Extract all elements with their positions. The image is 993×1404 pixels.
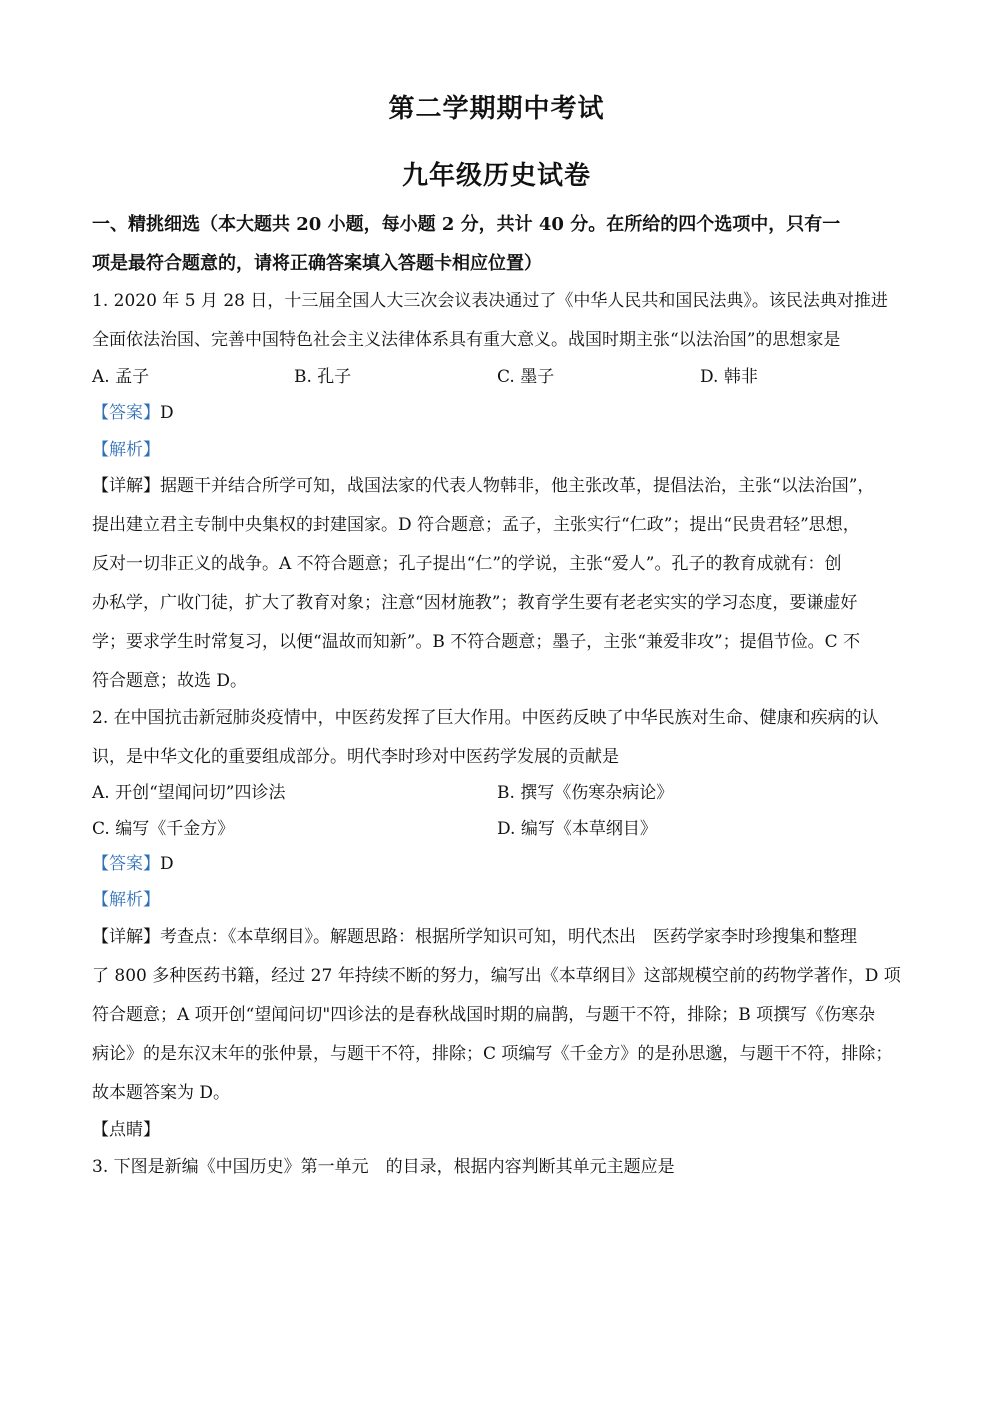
q2-analysis-label: 【解析】	[92, 890, 160, 910]
q1-answer	[92, 402, 912, 424]
q1-option-a: A. 孟子	[92, 367, 150, 387]
q2-detail-line-5: 故本题答案为 D。	[92, 1083, 231, 1103]
q1-detail-line-1: 【详解】据题干并结合所学可知，战国法家的代表人物韩非，他主张改革，提倡法治，主张“以法治国”，	[92, 476, 875, 496]
section-heading-line-1: 一、精挑细选（本大题共 20 小题，每小题 2 分，共计 40 分。在所给的四个选项中，只有一	[92, 214, 841, 235]
q1-detail-line-2: 提出建立君主专制中央集权的封建国家。D 符合题意；孟子，主张实行“仁政”；提出“民贵君轻”思想，	[92, 515, 860, 535]
exam-subtitle: 九年级历史试卷	[401, 161, 591, 191]
q2-stem-line-1: 2. 在中国抗击新冠肺炎疫情中，中医药发挥了巨大作用。中医药反映了中华民族对生命、健康和疾病的认	[92, 708, 879, 728]
q2-detail-line-2: 了 800 多种医药书籍，经过 27 年持续不断的努力，编写出《本草纲目》这部规模空前的药物学著作，D 项	[92, 966, 901, 986]
q2-stem-line-2: 识，是中华文化的重要组成部分。明代李时珍对中医药学发展的贡献是	[92, 747, 619, 767]
q1-answer-value: D	[160, 403, 174, 423]
q1-detail-line-3: 反对一切非正义的战争。A 不符合题意；孔子提出“仁”的学说，主张“爱人”。孔子的教育成就有：创	[92, 554, 842, 574]
q1-detail-line-5: 学；要求学生时常复习，以便“温故而知新”。B 不符合题意；墨子，主张“兼爱非攻”；提倡节俭。C 不	[92, 632, 861, 652]
q1-stem-line-1: 1. 2020 年 5 月 28 日，十三届全国人大三次会议表决通过了《中华人民共和国民法典》。该民法典对推进	[92, 291, 888, 311]
q2-detail-line-3: 符合题意；A 项开创“望闻问切"四诊法的是春秋战国时期的扁鹊，与题干不符，排除；B 项撰写《伤寒杂	[92, 1005, 876, 1025]
q1-analysis-label: 【解析】	[92, 440, 160, 460]
q2-detail-line-4: 病论》的是东汉末年的张仲景，与题干不符，排除；C 项编写《千金方》的是孙思邈，与题干不符，排除；	[92, 1044, 893, 1064]
q2-option-c: C. 编写《千金方》	[92, 819, 235, 839]
q1-detail-line-4: 办私学，广收门徒，扩大了教育对象；注意“因材施教”；教育学生要有老老实实的学习态度，要谦虚好	[92, 593, 858, 613]
q2-option-a: A. 开创“望闻问切”四诊法	[92, 783, 286, 803]
q2-detail-line-1: 【详解】考查点：《本草纲目》。解题思路：根据所学知识可知，明代杰出 医药学家李时珍搜集和整理	[92, 927, 857, 947]
section-heading-line-2: 项是最符合题意的，请将正确答案填入答题卡相应位置）	[92, 253, 542, 274]
q2-answer	[92, 853, 912, 875]
q2-comment-label: 【点睛】	[92, 1120, 160, 1140]
q2-option-b: B. 撰写《伤寒杂病论》	[497, 783, 674, 803]
exam-title: 第二学期期中考试	[388, 94, 605, 124]
q1-stem-line-2: 全面依法治国、完善中国特色社会主义法律体系具有重大意义。战国时期主张“以法治国”的思想家是	[92, 330, 841, 350]
q1-detail-line-6: 符合题意；故选 D。	[92, 671, 248, 691]
q2-option-d: D. 编写《本草纲目》	[497, 819, 657, 839]
q1-answer-label: 【答案】	[92, 403, 160, 423]
q2-answer-value: D	[160, 854, 174, 874]
q2-answer-label: 【答案】	[92, 854, 160, 874]
q1-option-d: D. 韩非	[700, 367, 758, 387]
q1-option-c: C. 墨子	[497, 367, 555, 387]
q3-stem-line-1: 3. 下图是新编《中国历史》第一单元 的目录，根据内容判断其单元主题应是	[92, 1157, 675, 1177]
q1-option-b: B. 孔子	[294, 367, 352, 387]
